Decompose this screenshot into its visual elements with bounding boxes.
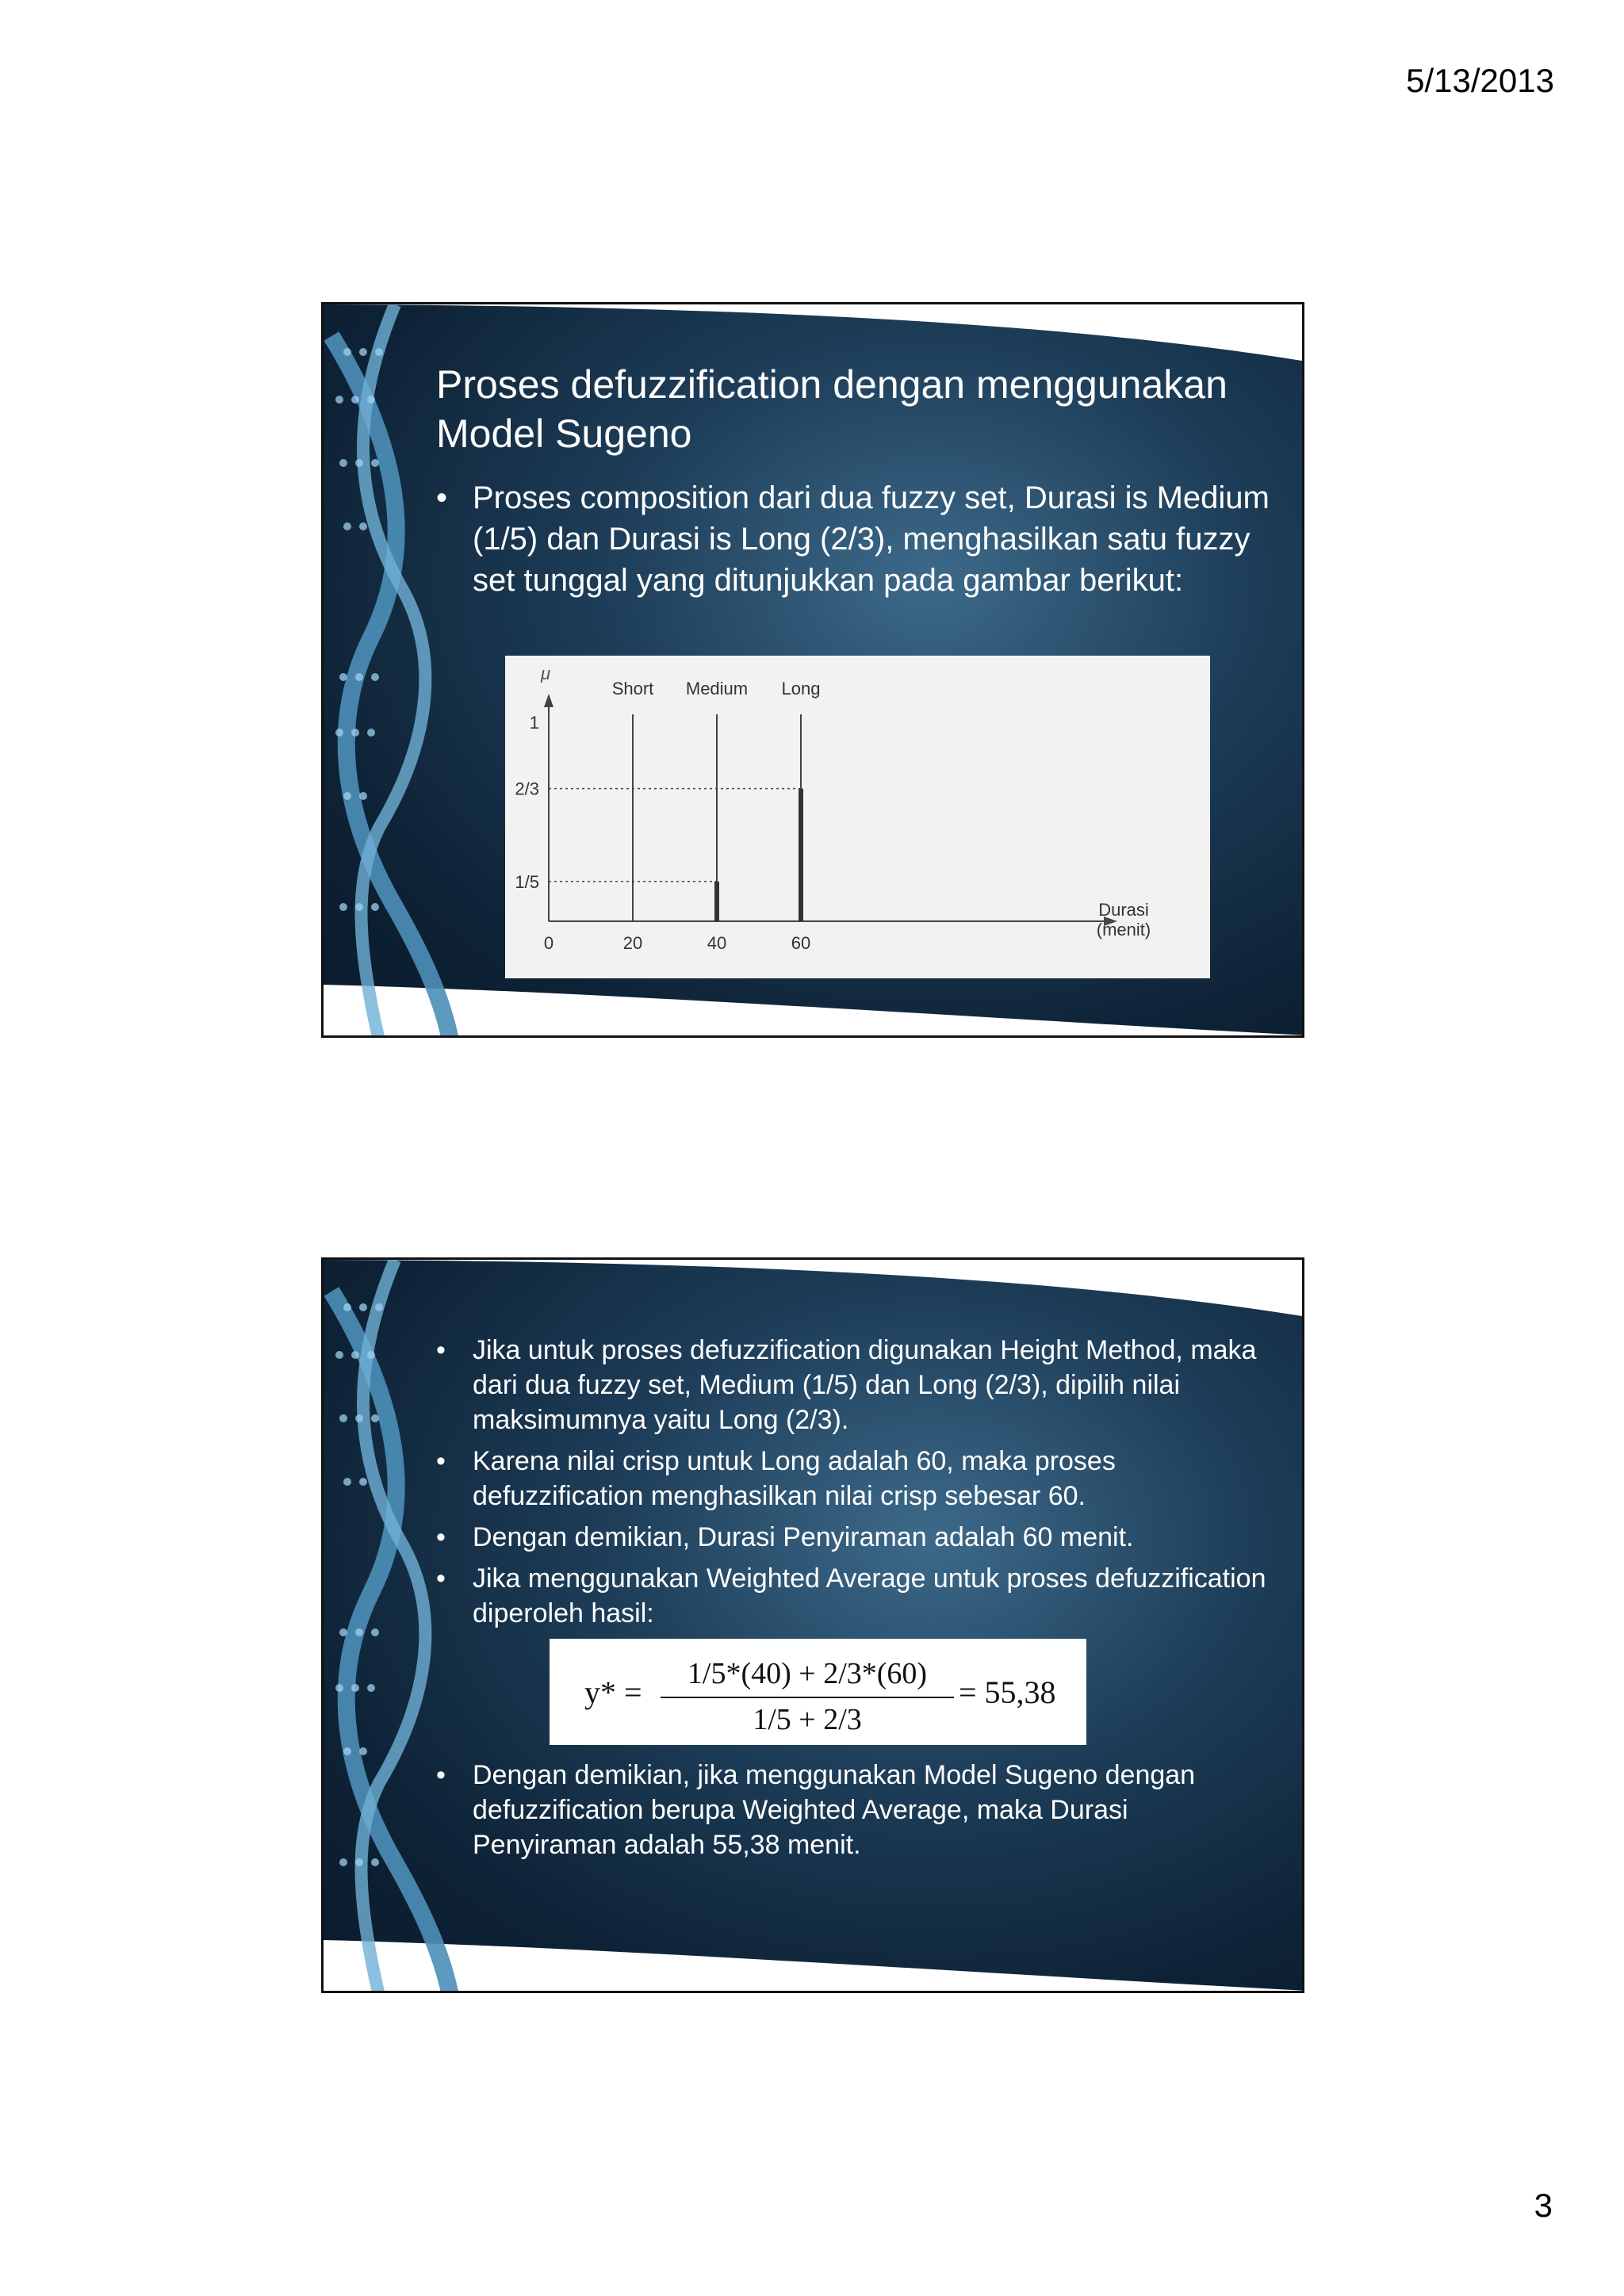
slide-2 [321, 1257, 1304, 1993]
bullet-list-top [436, 1333, 1277, 1637]
y-tick-label: 1/5 [515, 871, 539, 892]
y-tick-label: 1 [529, 713, 539, 733]
result-bar [799, 789, 803, 921]
formula-lhs: y* = [584, 1674, 642, 1710]
bullet-item: • Jika untuk proses defuzzification digunakan Height Method, maka dari dua fuzzy set, Medium (1/5) dan Long (2/3), dipilih nilai maksimumnya yaitu Long (2/3). [436, 1333, 1277, 1437]
bullet-list-bottom [436, 1758, 1277, 1862]
result-bar [714, 882, 719, 921]
y-axis-arrow [544, 694, 553, 707]
bullet-item: • Jika menggunakan Weighted Average untuk proses defuzzification diperoleh hasil: [436, 1561, 1277, 1631]
bullet-list [436, 477, 1277, 601]
formula-numerator: 1/5*(40) + 2/3*(60) [687, 1657, 928, 1690]
formula-result: = 55,38 [959, 1674, 1056, 1710]
formula-denominator: 1/5 + 2/3 [753, 1703, 862, 1736]
page-date: 5/13/2013 [1406, 62, 1554, 99]
x-axis-label-line1: Durasi [1098, 900, 1149, 920]
bullet-item: • Dengan demikian, Durasi Penyiraman adalah 60 menit. [436, 1520, 1277, 1555]
x-tick-label: 40 [707, 933, 727, 953]
x-tick-label: 20 [622, 933, 643, 953]
slide-1 [321, 302, 1304, 1038]
x-axis-label-line2: (menit) [1096, 920, 1151, 939]
fuzzy-set-chart [505, 656, 1210, 978]
set-label: Long [781, 679, 821, 698]
set-label: Short [611, 679, 654, 698]
bullet-item: • Proses composition dari dua fuzzy set, Durasi is Medium (1/5) dan Durasi is Long (2/3), menghasilkan satu fuzzy set tunggal yang ditunjukkan pada gambar berikut: [436, 477, 1277, 601]
y-axis-label: μ [541, 664, 551, 683]
bullet-item: • Karena nilai crisp untuk Long adalah 60, maka proses defuzzification menghasilkan nilai crisp sebesar 60. [436, 1444, 1277, 1513]
set-label: Medium [685, 679, 749, 698]
plot-area [515, 679, 820, 953]
y-tick-label: 2/3 [515, 779, 539, 799]
slide-title: Proses defuzzification dengan menggunakan Model Sugeno [436, 362, 1228, 456]
x-tick-label: 60 [791, 933, 811, 953]
chart-svg [505, 656, 1210, 978]
weighted-average-formula [550, 1639, 1086, 1745]
page-number: 3 [1534, 2187, 1553, 2224]
bullet-item: • Dengan demikian, jika menggunakan Model Sugeno dengan defuzzification berupa Weighted Average, maka Durasi Penyiraman adalah 55,38 menit. [436, 1758, 1277, 1862]
formula-fraction-bar [661, 1697, 954, 1698]
x-tick-label: 0 [543, 933, 554, 953]
